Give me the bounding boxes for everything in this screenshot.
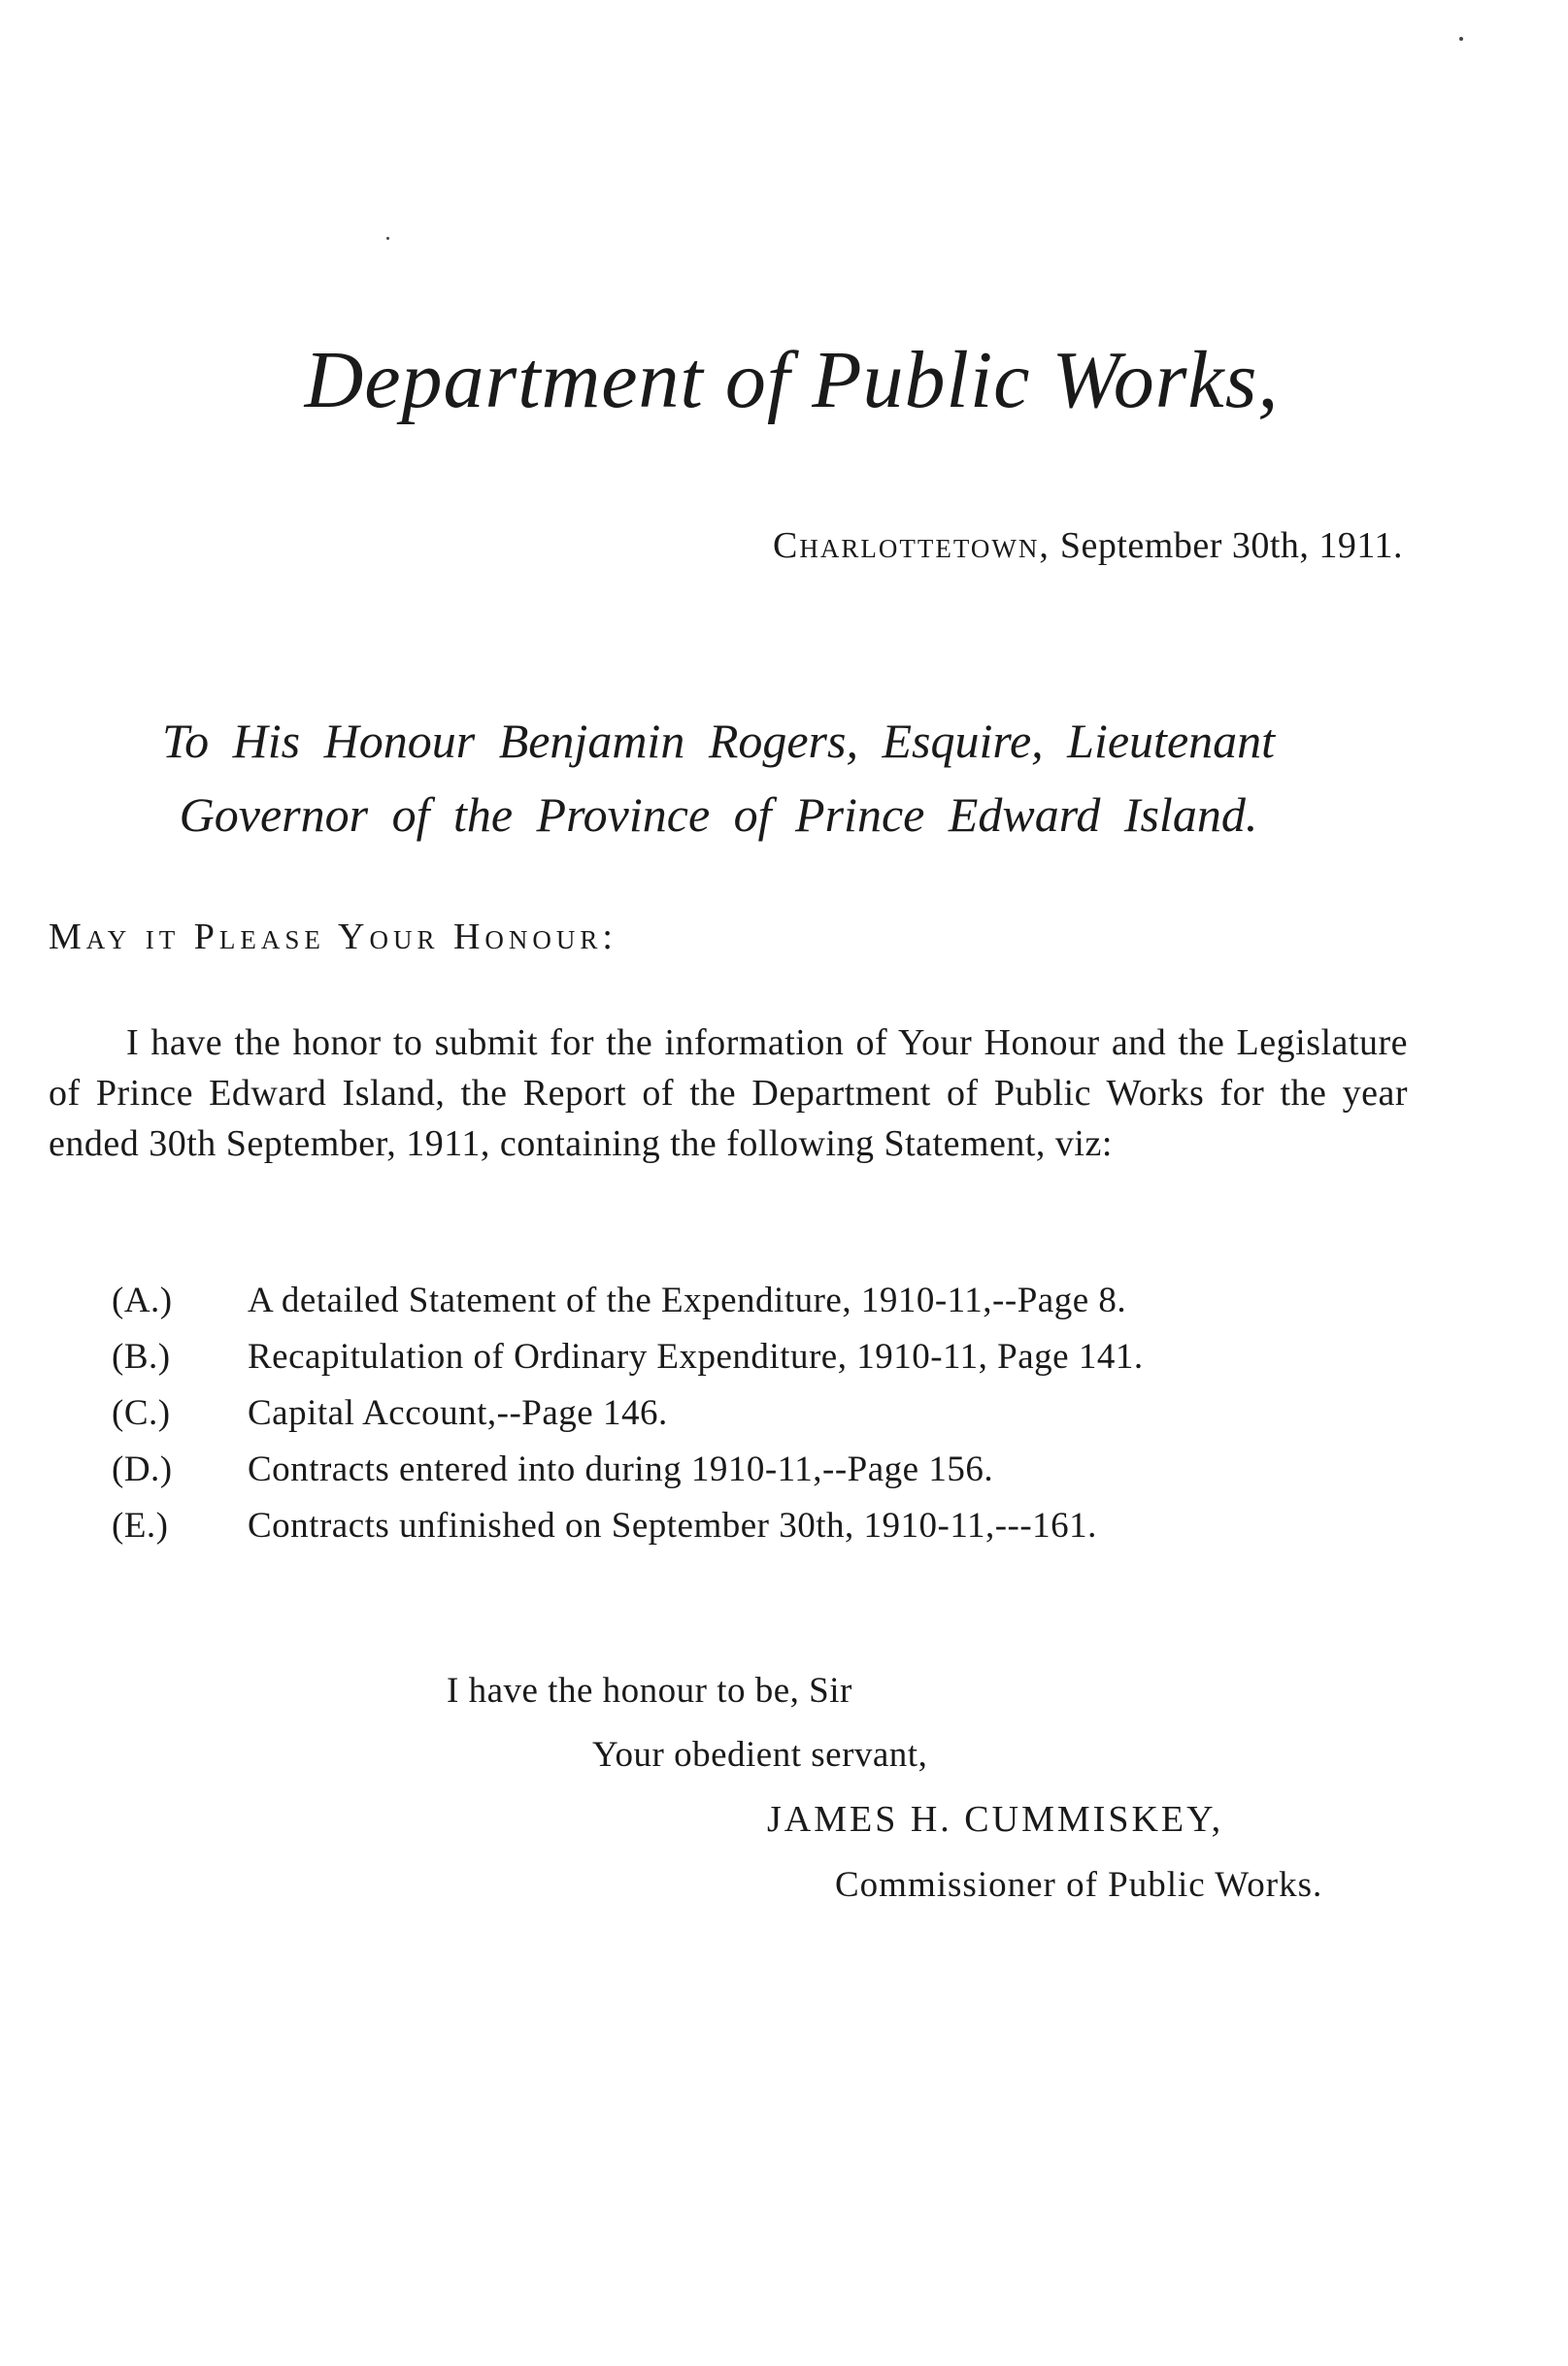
statement-text: A detailed Statement of the Expenditure, 1910-11,--Page 8. xyxy=(248,1280,1127,1320)
page-heading: Department of Public Works, xyxy=(304,335,1280,425)
scan-speck xyxy=(386,237,389,240)
statement-text: Contracts entered into during 1910-11,--Page 156. xyxy=(248,1449,994,1489)
dateline xyxy=(773,524,1403,567)
statement-item xyxy=(112,1497,1144,1553)
closing-line: I have the honour to be, Sir xyxy=(447,1671,852,1711)
salutation: May it Please Your Honour: xyxy=(49,916,617,957)
signoff-line: Your obedient servant, xyxy=(592,1735,928,1775)
statement-item xyxy=(112,1384,1144,1441)
statement-text: Recapitulation of Ordinary Expenditure, 1910-11, Page 141. xyxy=(248,1336,1144,1377)
statement-letter: (A.) xyxy=(112,1280,173,1320)
address-line: Governor of the Province of Prince Edward Island. xyxy=(179,787,1258,842)
dateline-date: September 30th, 1911. xyxy=(1059,525,1403,566)
statement-text: Contracts unfinished on September 30th, 1910-11,---161. xyxy=(248,1505,1097,1546)
scan-speck xyxy=(1459,37,1463,41)
statement-letter: (B.) xyxy=(112,1336,171,1377)
statement-item xyxy=(112,1441,1144,1497)
address-block xyxy=(117,704,1320,851)
statement-item xyxy=(112,1272,1144,1328)
statement-letter: (D.) xyxy=(112,1449,173,1489)
statement-text: Capital Account,--Page 146. xyxy=(248,1392,668,1433)
signer-title: Commissioner of Public Works. xyxy=(835,1865,1323,1905)
statement-letter: (E.) xyxy=(112,1505,169,1546)
statement-list xyxy=(112,1272,1144,1553)
dateline-city: Charlottetown, xyxy=(773,525,1051,566)
signer-name: JAMES H. CUMMISKEY, xyxy=(767,1799,1224,1840)
statement-item xyxy=(112,1328,1144,1384)
address-line: To His Honour Benjamin Rogers, Esquire, Lieutenant xyxy=(161,714,1276,768)
statement-letter: (C.) xyxy=(112,1392,171,1433)
body-paragraph: I have the honor to submit for the information of Your Honour and the Legislature of Prince Edward Island, the Report of the Department of Public Works for the year ended 30th September, 1911, containing the following Statement, viz: xyxy=(49,1022,1408,1164)
